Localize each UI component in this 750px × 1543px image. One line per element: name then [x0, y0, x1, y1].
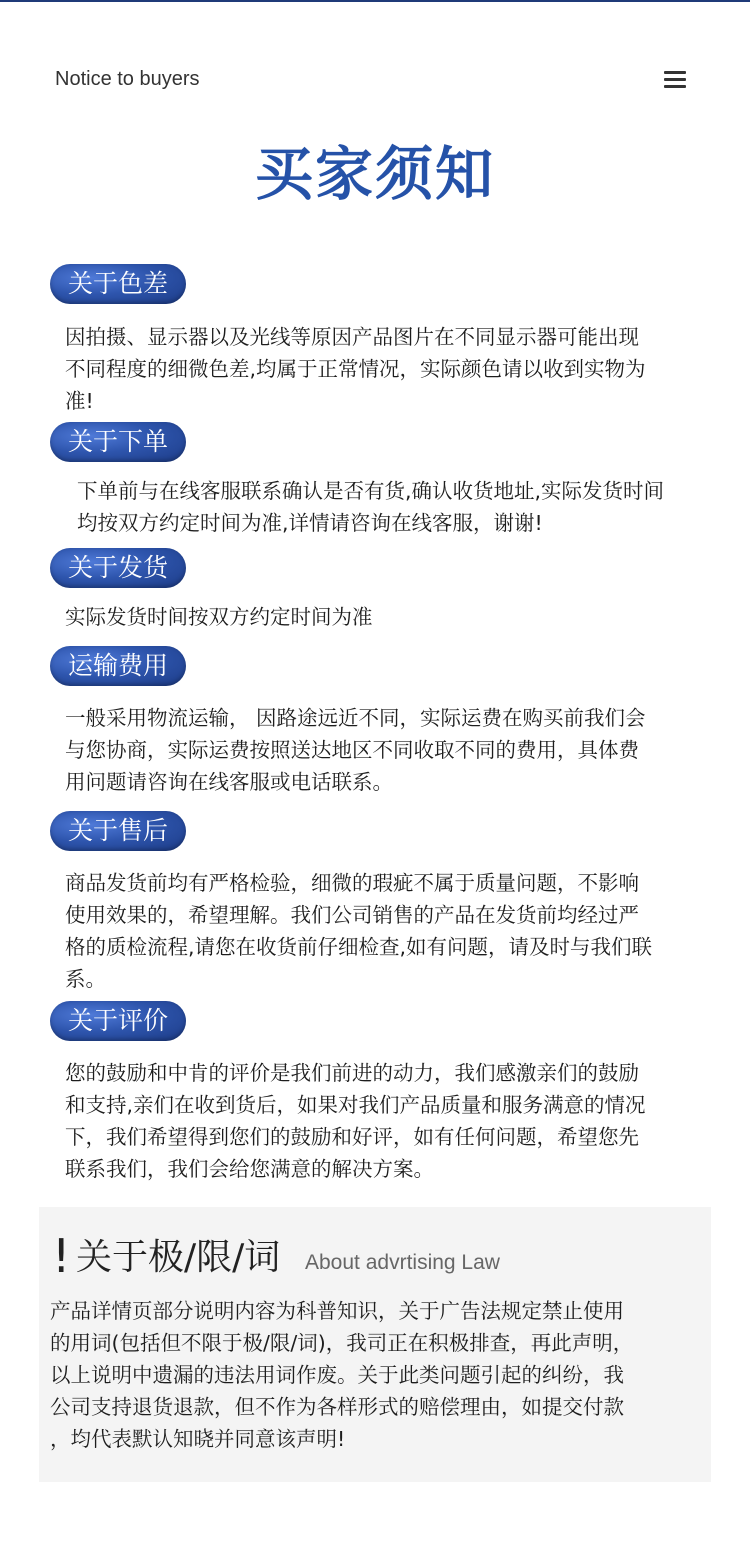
exclamation-icon: ! [52, 1229, 71, 1283]
section-body-color-difference: 因拍摄、显示器以及光线等原因产品图片在不同显示器可能出现 不同程度的细微色差,均属于正常情况，实际颜色请以收到实物为 准! [65, 325, 646, 413]
section-body-freight: 一般采用物流运输， 因路途远近不同，实际运费在购买前我们会 与您协商，实际运费按照送达地区不同收取不同的费用，具体费 用问题请咨询在线客服或电话联系。 [65, 706, 646, 794]
section-tag-shipping: 关于发货 [50, 548, 186, 588]
section-tag-reviews: 关于评价 [50, 1001, 186, 1041]
menu-bar [664, 78, 686, 81]
notice-title: 关于极/限/词 [76, 1237, 281, 1278]
section-tag-after-sales: 关于售后 [50, 811, 186, 851]
notice-body: 产品详情页部分说明内容为科普知识，关于广告法规定禁止使用 的用词(包括但不限于极/限/词)，我司正在积极排查，再此声明， 以上说明中遗漏的违法用词作废。关于此类问题引起的纠纷，我 公司支持退货退款，但不作为各样形式的赔偿理由，如提交付款 ，均代表默认知晓并同意该声明! [50, 1299, 634, 1451]
menu-bar [664, 71, 686, 74]
page-title: 买家须知 [254, 140, 495, 208]
section-body-reviews: 您的鼓励和中肯的评价是我们前进的动力，我们感激亲们的鼓励 和支持,亲们在收到货后，如果对我们产品质量和服务满意的情况 下，我们希望得到您们的鼓励和好评，如有任何问题，希望您先 联系我们，我们会给您满意的解决方案。 [65, 1061, 646, 1181]
section-tag-ordering: 关于下单 [50, 422, 186, 462]
header-title: Notice to buyers [55, 68, 200, 90]
page-header [0, 60, 750, 100]
section-tag-freight: 运输费用 [50, 646, 186, 686]
section-body-shipping: 实际发货时间按双方约定时间为准 [65, 605, 373, 629]
hamburger-menu-icon[interactable] [664, 69, 688, 89]
top-divider [0, 0, 750, 2]
menu-bar [664, 85, 686, 88]
section-tag-color-difference: 关于色差 [50, 264, 186, 304]
notice-subtitle: About advrtising Law [305, 1251, 500, 1274]
section-body-after-sales: 商品发货前均有严格检验，细微的瑕疵不属于质量问题，不影响 使用效果的，希望理解。我们公司销售的产品在发货前均经过严 格的质检流程,请您在收货前仔细检查,如有问题，请及时与我们联 系。 [65, 871, 653, 991]
section-body-ordering: 下单前与在线客服联系确认是否有货,确认收货地址,实际发货时间 均按双方约定时间为准,详情请咨询在线客服，谢谢! [77, 479, 665, 535]
